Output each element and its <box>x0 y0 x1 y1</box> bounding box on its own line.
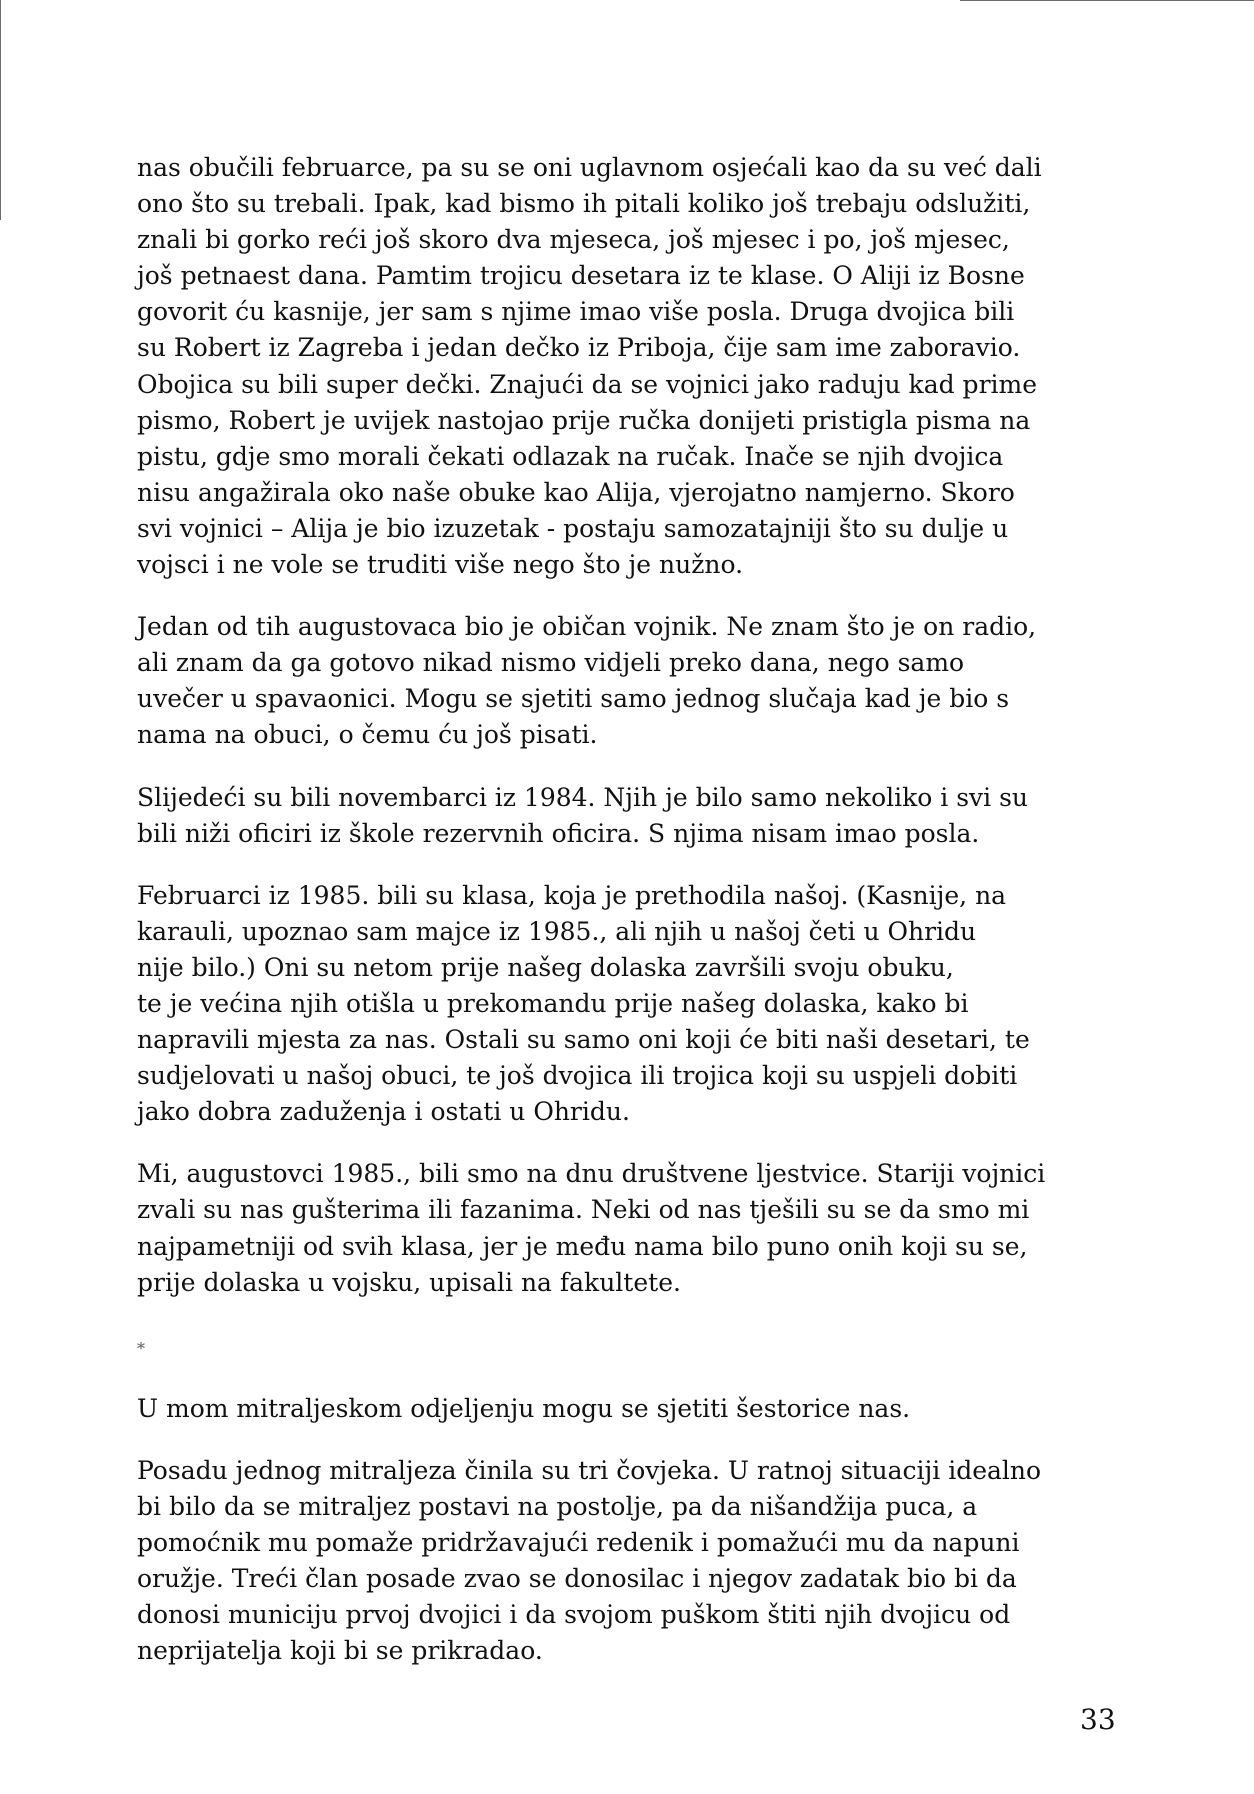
paragraph <box>137 1156 1137 1300</box>
paragraph <box>137 1391 1137 1427</box>
paragraph <box>137 878 1137 1131</box>
text-line: Posadu jednog mitraljeza činila su tri čovjeka. U ratnoj situaciji idealno <box>137 1455 1042 1485</box>
text-line: jako dobra zaduženja i ostati u Ohridu. <box>137 1097 630 1127</box>
page-edge-top <box>960 0 1254 1</box>
text-line: Februarci iz 1985. bili su klasa, koja je prethodila našoj. (Kasnije, na <box>137 880 1007 910</box>
text-line: te je većina njih otišla u prekomandu prije našeg dolaska, kako bi <box>137 988 969 1018</box>
text-line: govorit ću kasnije, jer sam s njime imao više posla. Druga dvojica bili <box>137 297 1015 327</box>
text-line: ono što su trebali. Ipak, kad bismo ih pitali koliko još trebaju odslužiti, <box>137 189 1031 219</box>
text-line: vojsci i ne vole se truditi više nego što je nužno. <box>137 550 744 580</box>
text-line: svi vojnici – Alija je bio izuzetak - postaju samozatajniji što su dulje u <box>137 513 1009 543</box>
text-line: znali bi gorko reći još skoro dva mjeseca, još mjesec i po, još mjesec, <box>137 225 1010 255</box>
text-line: su Robert iz Zagreba i jedan dečko iz Priboja, čije sam ime zaboravio. <box>137 333 1021 363</box>
paragraph <box>137 1453 1137 1670</box>
text-line: bi bilo da se mitraljez postavi na postolje, pa da nišandžija puca, a <box>137 1491 978 1521</box>
text-line: nisu angažirala oko naše obuke kao Alija, vjerojatno namjerno. Skoro <box>137 477 1015 507</box>
text-line: uvečer u spavaonici. Mogu se sjetiti samo jednog slučaja kad je bio s <box>137 684 1010 714</box>
text-line: ali znam da ga gotovo nikad nismo vidjeli preko dana, nego samo <box>137 648 965 678</box>
text-line: pismo, Robert je uvijek nastojao prije ručka donijeti pristigla pisma na <box>137 405 1031 435</box>
body-text <box>137 150 1137 1695</box>
text-line: nas obučili februarce, pa su se oni uglavnom osjećali kao da su već dali <box>137 153 1042 182</box>
paragraph <box>137 609 1137 753</box>
text-line: sudjelovati u našoj obuci, te još dvojica ili trojica koji su uspjeli dobiti <box>137 1061 1018 1091</box>
paragraph <box>137 780 1137 852</box>
text-line: Obojica su bili super dečki. Znajući da se vojnici jako raduju kad prime <box>137 369 1038 399</box>
text-line: pomoćnik mu pomaže pridržavajući redenik i pomažući mu da napuni <box>137 1528 1020 1557</box>
text-line: nije bilo.) Oni su netom prije našeg dolaska završili svoju obuku, <box>137 952 954 982</box>
text-line: Mi, augustovci 1985., bili smo na dnu društvene ljestvice. Stariji vojnici <box>137 1159 1046 1189</box>
text-line: Slijedeći su bili novembarci iz 1984. Njih je bilo samo nekoliko i svi su <box>137 782 1029 812</box>
section-separator: * <box>137 1338 145 1358</box>
page-edge-left <box>0 0 1 220</box>
text-line: neprijatelja koji bi se prikradao. <box>137 1636 543 1666</box>
text-line: napravili mjesta za nas. Ostali su samo oni koji će biti naši desetari, te <box>137 1025 1030 1055</box>
text-line: nama na obuci, o čemu ću još pisati. <box>137 720 598 750</box>
text-line: bili niži oficiri iz škole rezervnih oficira. S njima nisam imao posla. <box>137 818 980 848</box>
paragraph <box>137 150 1137 583</box>
text-line: prije dolaska u vojsku, upisali na fakultete. <box>137 1267 681 1297</box>
text-line: pistu, gdje smo morali čekati odlazak na ručak. Inače se njih dvojica <box>137 441 1004 471</box>
text-line: U mom mitraljeskom odjeljenju mogu se sjetiti šestorice nas. <box>137 1393 911 1423</box>
text-line: Jedan od tih augustovaca bio je običan vojnik. Ne znam što je on radio, <box>137 612 1037 642</box>
text-line: još petnaest dana. Pamtim trojicu desetara iz te klase. O Aliji iz Bosne <box>137 261 1025 291</box>
text-line: karauli, upoznao sam majce iz 1985., ali njih u našoj četi u Ohridu <box>137 916 977 946</box>
text-line: donosi municiju prvoj dvojici i da svojom puškom štiti njih dvojicu od <box>137 1600 1011 1630</box>
text-line: oružje. Treći član posade zvao se donosilac i njegov zadatak bio bi da <box>137 1564 1017 1594</box>
page-number: 33 <box>1080 1703 1116 1736</box>
text-line: najpametniji od svih klasa, jer je među nama bilo puno onih koji su se, <box>137 1231 1028 1261</box>
text-line: zvali su nas gušterima ili fazanima. Neki od nas tješili su se da smo mi <box>137 1195 1030 1225</box>
